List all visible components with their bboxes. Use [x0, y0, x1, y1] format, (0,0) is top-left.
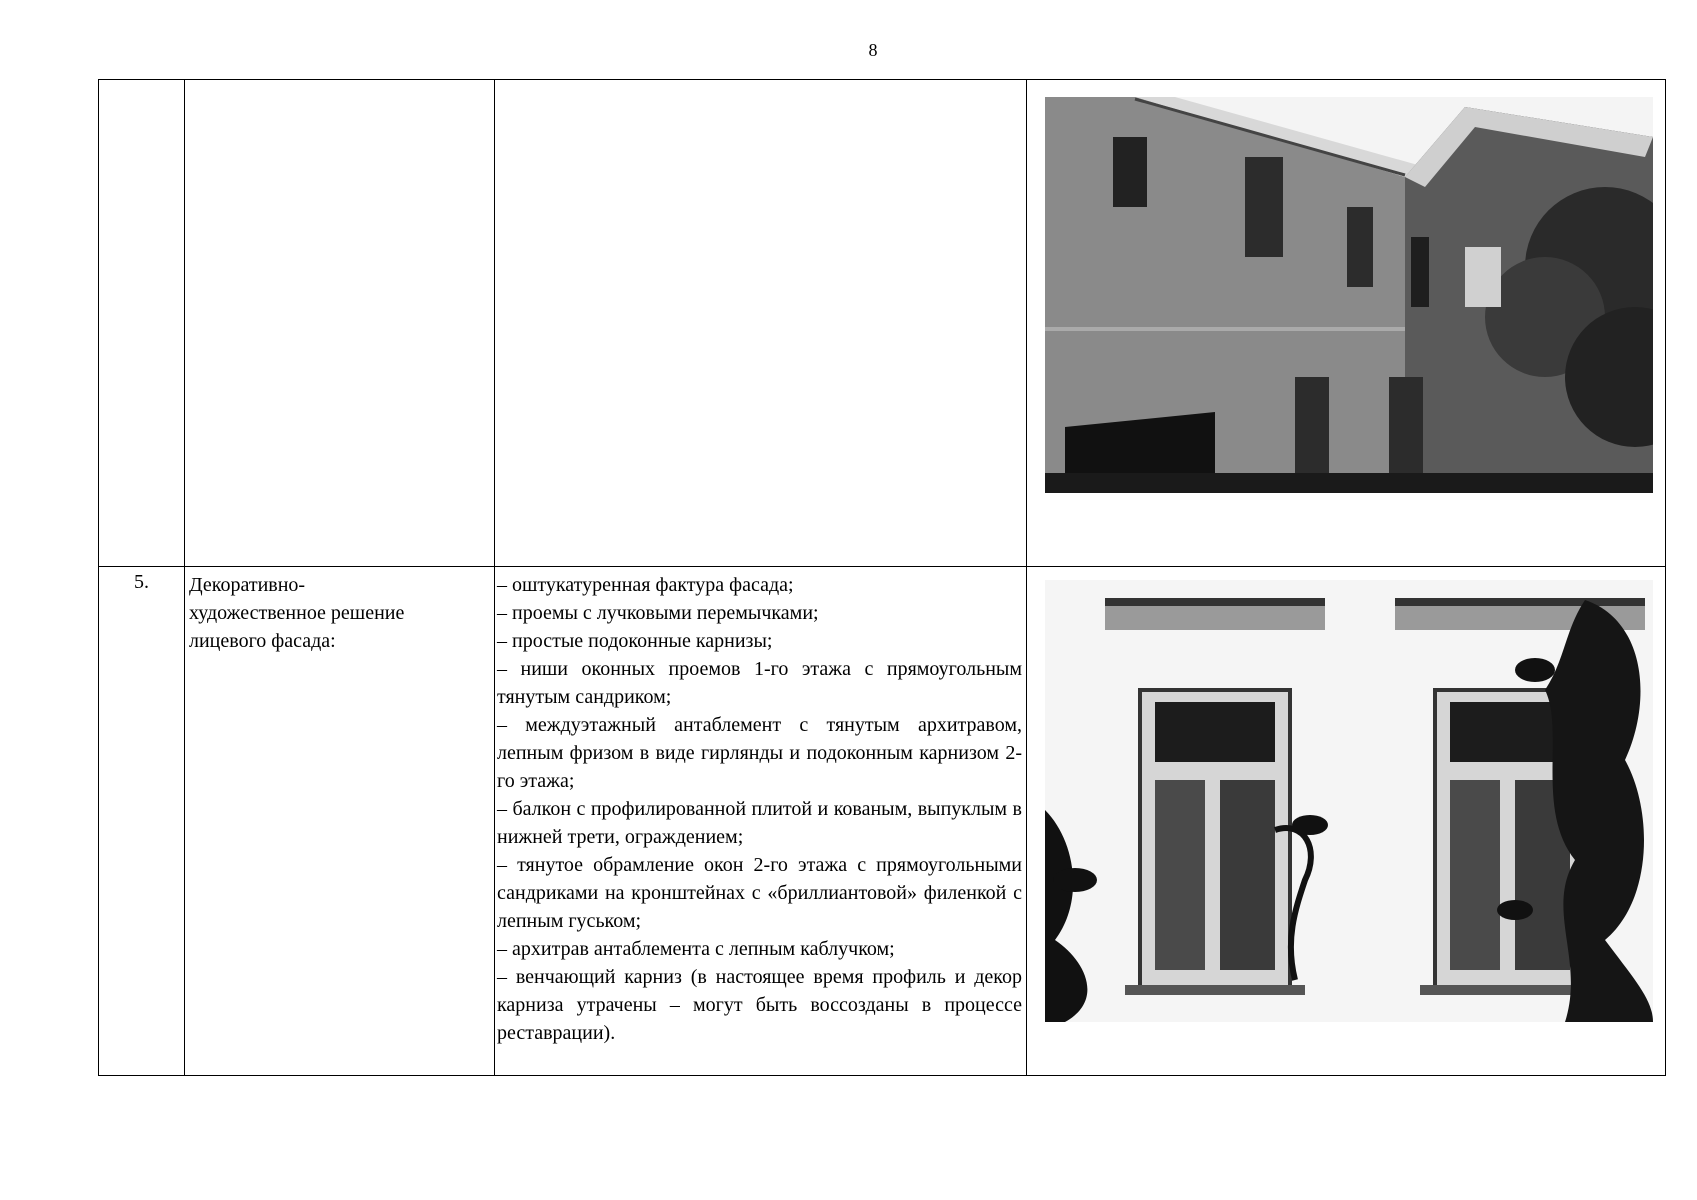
description-item: – тянутое обрамление окон 2-го этажа с прямоугольными сандриками на кронштейнах с «бриллиантовой» филенкой с лепным гуськом;: [497, 854, 1022, 932]
description-item: – венчающий карниз (в настоящее время профиль и декор карниза утрачены – могут быть воссозданы в процессе реставрации).: [497, 966, 1022, 1044]
table-row: [99, 567, 1666, 1076]
description-item: – простые подоконные карнизы;: [497, 630, 773, 652]
attribute-description-cell: [495, 80, 1027, 567]
photo-cell: [1027, 567, 1666, 1076]
description-item: – проемы с лучковыми перемычками;: [497, 602, 819, 624]
photo-cell: [1027, 80, 1666, 567]
description-item: – оштукатуренная фактура фасада;: [497, 574, 794, 596]
attribute-name-cell: [185, 567, 495, 1076]
description-item: – архитрав антаблемента с лепным каблучком;: [497, 938, 895, 960]
building-courtyard-photo: [1045, 97, 1653, 493]
row-number-cell: 5.: [99, 567, 185, 1076]
facade-windows-photo: [1045, 580, 1653, 1022]
attribute-name-line: Декоративно-: [189, 574, 306, 596]
description-item: – междуэтажный антаблемент с тянутым архитравом, лепным фризом в виде гирлянды и подоконным карнизом 2-го этажа;: [497, 714, 1022, 792]
attribute-name-line: лицевого фасада:: [189, 630, 336, 652]
page-number: 8: [868, 40, 878, 60]
table-row: [99, 80, 1666, 567]
attribute-description-cell: [495, 567, 1027, 1076]
description-item: – балкон с профилированной плитой и кованым, выпуклым в нижней трети, ограждением;: [497, 798, 1022, 848]
attribute-name-cell: [185, 80, 495, 567]
attributes-table: [98, 79, 1666, 1076]
row-number-cell: [99, 80, 185, 567]
attribute-name-line: художественное решение: [189, 602, 405, 624]
description-item: – ниши оконных проемов 1-го этажа с прямоугольным тянутым сандриком;: [497, 658, 1022, 708]
